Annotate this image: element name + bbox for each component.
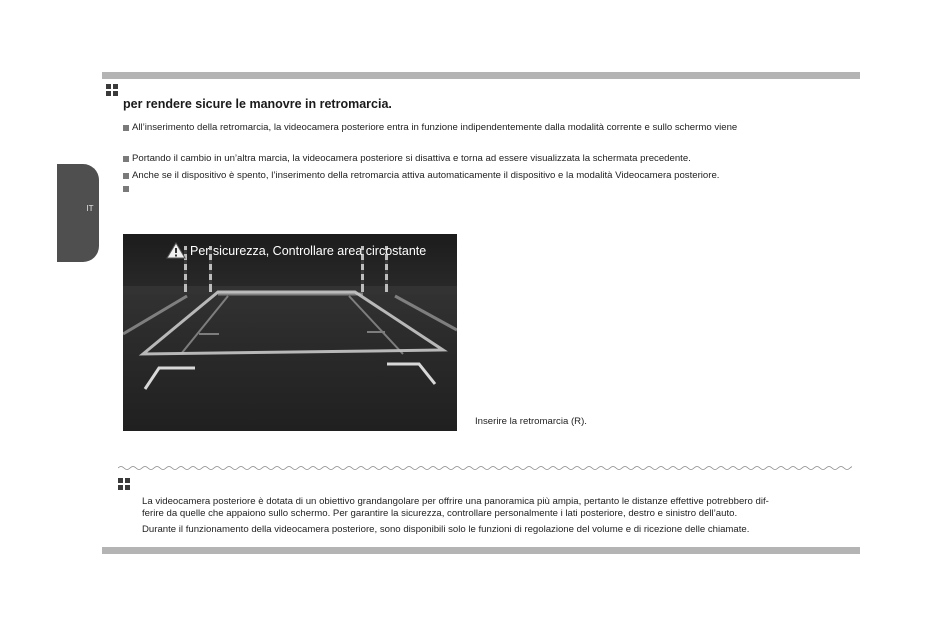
note-line: ferire da quelle che appaiono sullo schermo. Per garantire la sicurezza, controllare personalmente i lati posteriore, destro e sinistro dell’auto. [142, 508, 738, 519]
bullet-square-icon [123, 173, 129, 179]
bullet-item [123, 170, 719, 181]
bullet-square-icon [123, 186, 129, 192]
bullet-square-icon [123, 156, 129, 162]
section-icon [106, 84, 119, 97]
bullet-item [123, 153, 691, 164]
bullet-item [123, 122, 737, 133]
bullet-item [123, 186, 132, 192]
warning-triangle-icon [166, 242, 186, 259]
note-line: Durante il funzionamento della videocamera posteriore, sono disponibili solo le funzioni di regolazione del volume e di ricezione delle chiamate. [142, 524, 750, 535]
bottom-rule [102, 547, 860, 554]
bullet-text: Portando il cambio in un’altra marcia, la videocamera posteriore si disattiva e torna ad essere visualizzata la schermata precedente. [132, 153, 691, 164]
bullet-square-icon [123, 125, 129, 131]
step-instruction: Inserire la retromarcia (R). [475, 416, 587, 427]
wavy-divider [118, 463, 852, 473]
language-tab [57, 164, 99, 262]
top-rule [102, 72, 860, 79]
rear-camera-view [123, 234, 457, 431]
language-tab-label: IT [86, 204, 94, 213]
section-title: per rendere sicure le manovre in retromarcia. [123, 97, 392, 111]
note-icon [118, 478, 131, 491]
camera-warning-caption: Per sicurezza, Controllare area circostante [190, 244, 427, 258]
bullet-text: Anche se il dispositivo è spento, l’inserimento della retromarcia attiva automaticamente il dispositivo e la modalità Videocamera posteriore. [132, 170, 720, 181]
note-line: La videocamera posteriore è dotata di un obiettivo grandangolare per offrire una panoramica più ampia, pertanto le distanze effettive potrebbero dif- [142, 496, 769, 507]
bullet-text: All’inserimento della retromarcia, la videocamera posteriore entra in funzione indipendentemente dalla modalità corrente e sullo schermo viene [132, 122, 738, 133]
